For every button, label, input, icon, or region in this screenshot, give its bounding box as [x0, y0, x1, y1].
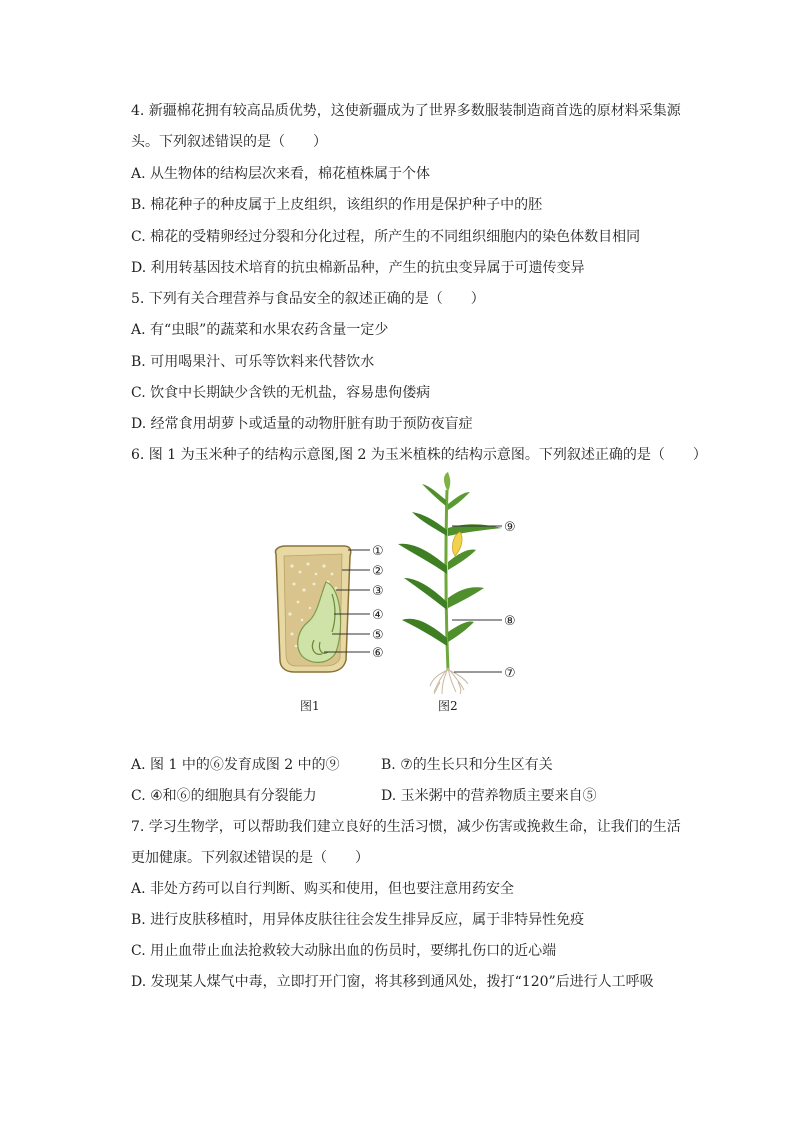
q4-option-b: B. 棉花种子的种皮属于上皮组织，该组织的作用是保护种子中的胚	[131, 197, 543, 213]
q7-option-a: A. 非处方药可以自行判断、购买和使用，但也要注意用药安全	[131, 881, 515, 897]
seed-label-1: ①	[372, 544, 384, 559]
q5-stem: 5. 下列有关合理营养与食品安全的叙述正确的是（ ）	[131, 291, 485, 307]
figure1-caption: 图1	[300, 699, 320, 713]
corn-seed-diagram	[275, 544, 383, 713]
q4-option-c: C. 棉花的受精卵经过分裂和分化过程，所产生的不同组织细胞内的染色体数目相同	[131, 229, 641, 245]
q4-stem-line1: 4. 新疆棉花拥有较高品质优势，这使新疆成为了世界多数服装制造商首选的原材料采集源	[131, 103, 681, 119]
q6-option-c: C. ④和⑥的细胞具有分裂能力	[131, 788, 317, 804]
q7-stem-line1: 7. 学习生物学，可以帮助我们建立良好的生活习惯，减少伤害或挽救生命，让我们的生活	[131, 819, 681, 835]
plant-label-9: ⑨	[504, 520, 516, 535]
q7-stem-line2: 更加健康。下列叙述错误的是（ ）	[131, 850, 369, 866]
corn-plant-diagram	[398, 472, 516, 713]
q6-option-d: D. 玉米粥中的营养物质主要来自⑤	[381, 788, 597, 804]
figure2-caption: 图2	[438, 699, 458, 713]
q5-option-b: B. 可用喝果汁、可乐等饮料来代替饮水	[131, 354, 375, 370]
corn-figure	[262, 470, 532, 720]
q6-stem: 6. 图 1 为玉米种子的结构示意图,图 2 为玉米植株的结构示意图。下列叙述正确的是（ ）	[131, 447, 707, 463]
q4-option-d: D. 利用转基因技术培育的抗虫棉新品种，产生的抗虫变异属于可遗传变异	[131, 260, 585, 276]
q5-option-a: A. 有“虫眼”的蔬菜和水果农药含量一定少	[131, 322, 389, 338]
seed-label-5: ⑤	[372, 628, 384, 643]
q4-option-a: A. 从生物体的结构层次来看，棉花植株属于个体	[131, 166, 431, 182]
q5-option-c: C. 饮食中长期缺少含铁的无机盐，容易患佝偻病	[131, 385, 431, 401]
q5-option-d: D. 经常食用胡萝卜或适量的动物肝脏有助于预防夜盲症	[131, 416, 473, 432]
q6-option-b: B. ⑦的生长只和分生区有关	[381, 757, 553, 773]
seed-label-6: ⑥	[372, 646, 384, 661]
plant-label-7: ⑦	[504, 666, 516, 681]
q6-option-a: A. 图 1 中的⑥发育成图 2 中的⑨	[131, 757, 340, 773]
seed-label-2: ②	[372, 564, 384, 579]
q7-option-b: B. 进行皮肤移植时，用异体皮肤往往会发生排异反应，属于非特异性免疫	[131, 912, 585, 928]
q4-stem-line2: 头。下列叙述错误的是（ ）	[131, 134, 327, 150]
seed-label-3: ③	[372, 584, 384, 599]
q7-option-d: D. 发现某人煤气中毒，立即打开门窗，将其移到通风处，拨打“120”后进行人工呼吸	[131, 974, 654, 990]
q7-option-c: C. 用止血带止血法抢救较大动脉出血的伤员时，要绑扎伤口的近心端	[131, 943, 557, 959]
seed-label-4: ④	[372, 608, 384, 623]
plant-label-8: ⑧	[504, 614, 516, 629]
